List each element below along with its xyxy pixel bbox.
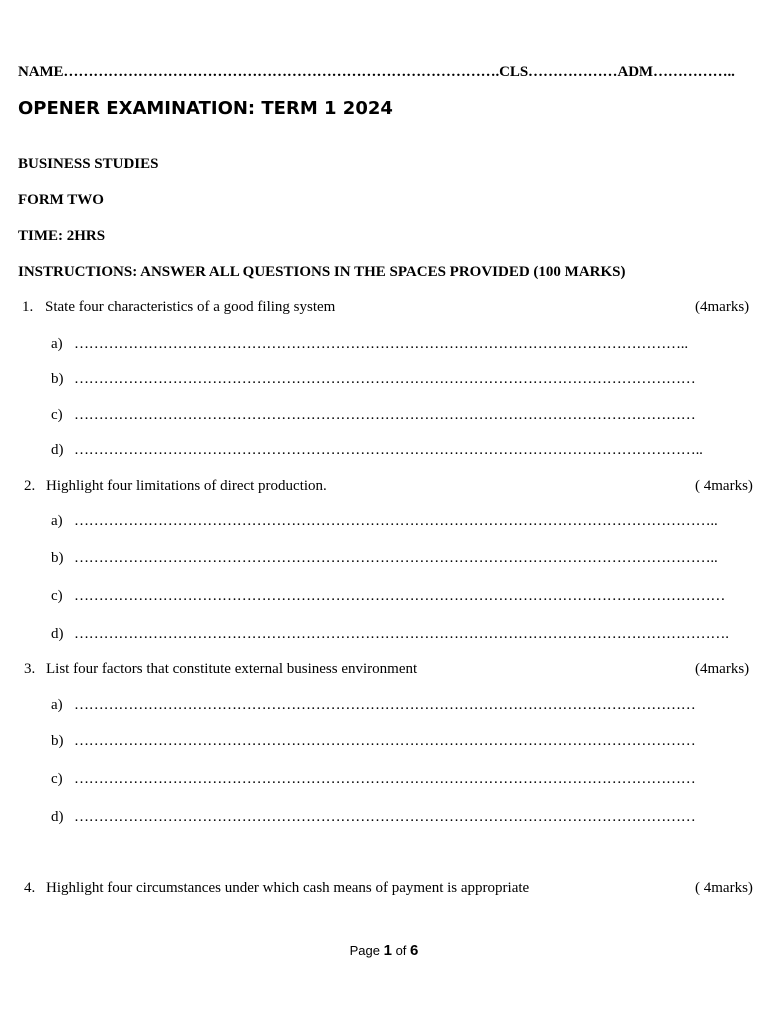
time-line: TIME: 2HRS [18, 228, 106, 244]
answer-line[interactable]: ……………………………………………………………………………………………………………… [74, 407, 696, 423]
answer-label: c) [51, 588, 63, 604]
answer-line[interactable]: ……………………………………………………………………………………………………………… [74, 697, 696, 713]
answer-line[interactable]: …………………………………………………………………………………………………………………… [74, 588, 726, 604]
answer-label: b) [51, 371, 64, 387]
page-footer [0, 942, 768, 959]
answer-line[interactable]: ……………………………………………………………………………………………………………… [74, 809, 696, 825]
question-marks: (4marks) [695, 661, 750, 677]
question-marks: (4marks) [695, 299, 750, 315]
answer-line[interactable]: ……………………………………………………………………………………………………………… [74, 771, 696, 787]
answer-line[interactable]: ………………………………………………………………………………………………………………….. [74, 513, 718, 529]
subject-line: BUSINESS STUDIES [18, 156, 159, 172]
question-number: 2. [24, 478, 36, 494]
question-text: List four factors that constitute external business environment [46, 661, 418, 677]
answer-label: d) [51, 809, 64, 825]
answer-label: a) [51, 513, 63, 529]
question-text: Highlight four limitations of direct production. [46, 478, 327, 494]
answer-line[interactable]: ……………………………………………………………………………………………………………………. [74, 626, 729, 642]
answer-line[interactable]: ………………………………………………………………………………………………………………….. [74, 550, 718, 566]
page-current: 1 [383, 942, 392, 959]
answer-line[interactable]: ……………………………………………………………………………………………………………… [74, 371, 696, 387]
question-number: 3. [24, 661, 36, 677]
question-text: Highlight four circumstances under which cash means of payment is appropriate [46, 880, 530, 896]
instructions-line: INSTRUCTIONS: ANSWER ALL QUESTIONS IN THE SPACES PROVIDED (100 MARKS) [18, 264, 626, 280]
question-marks: ( 4marks) [695, 478, 753, 494]
answer-label: a) [51, 697, 63, 713]
form-line: FORM TWO [18, 192, 104, 208]
answer-label: d) [51, 626, 64, 642]
page-of: of [395, 943, 407, 958]
question-text: State four characteristics of a good filing system [45, 299, 336, 315]
answer-label: b) [51, 550, 64, 566]
question-marks: ( 4marks) [695, 880, 753, 896]
page-total: 6 [410, 942, 419, 959]
answer-label: b) [51, 733, 64, 749]
answer-line[interactable]: …………………………………………………………………………………………………………….. [74, 336, 688, 352]
answer-label: d) [51, 442, 64, 458]
answer-line[interactable]: ……………………………………………………………………………………………………………… [74, 733, 696, 749]
page-prefix: Page [349, 943, 380, 958]
exam-title: OPENER EXAMINATION: TERM 1 2024 [18, 98, 393, 119]
answer-line[interactable]: ……………………………………………………………………………………………………………….. [74, 442, 703, 458]
answer-label: a) [51, 336, 63, 352]
question-number: 1. [22, 299, 34, 315]
question-number: 4. [24, 880, 36, 896]
name-cls-adm-line: NAME…………………………………………………………………………….CLS………………ADM…………….. [18, 64, 735, 80]
answer-label: c) [51, 771, 63, 787]
answer-label: c) [51, 407, 63, 423]
